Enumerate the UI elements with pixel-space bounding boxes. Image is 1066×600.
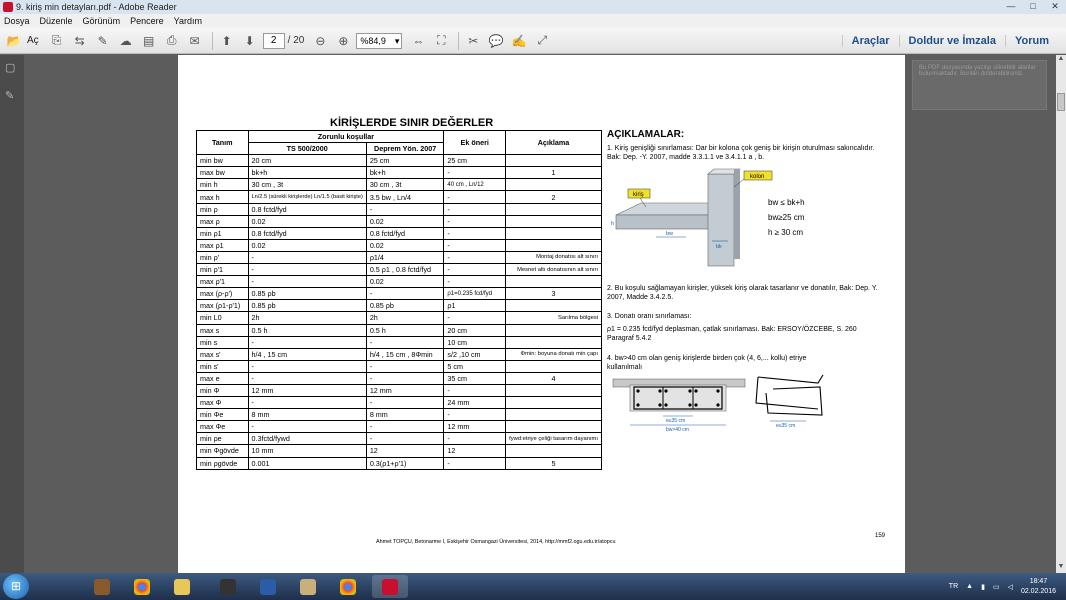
cut-icon[interactable]: ✂ bbox=[468, 33, 479, 48]
table-cell: min ρ1 bbox=[197, 227, 249, 239]
table-row bbox=[197, 445, 602, 457]
table-cell: - bbox=[366, 360, 444, 372]
table-cell: 0.3fctd/fywd bbox=[248, 433, 366, 445]
table-cell bbox=[506, 239, 602, 251]
edit-icon[interactable]: ✎ bbox=[97, 33, 108, 48]
table-cell: max (ρ1-ρ'1) bbox=[197, 300, 249, 312]
menu-gorunum[interactable]: Görünüm bbox=[82, 16, 121, 26]
table-cell: 0.85 ρb bbox=[248, 288, 366, 300]
table-cell: 40 cm , Ln/12 bbox=[444, 179, 506, 191]
table-cell: 35 cm bbox=[444, 372, 506, 384]
table-cell: 2h bbox=[366, 312, 444, 324]
table-cell: - bbox=[248, 264, 366, 276]
attachments-icon[interactable]: ✎ bbox=[5, 90, 15, 102]
table-cell: 0.001 bbox=[248, 457, 366, 469]
zoom-in-icon[interactable]: ⊕ bbox=[338, 33, 349, 48]
pdf-page bbox=[178, 55, 905, 573]
table-cell: 0.02 bbox=[366, 215, 444, 227]
next-page-icon[interactable]: ⬇ bbox=[244, 33, 255, 48]
table-cell bbox=[506, 409, 602, 421]
table-cell: min s bbox=[197, 336, 249, 348]
table-cell: max s bbox=[197, 324, 249, 336]
table-cell bbox=[506, 421, 602, 433]
page-number-input[interactable]: 2 bbox=[263, 33, 285, 49]
fig2-e-label: e≤35 cm bbox=[666, 418, 686, 424]
explorer-icon[interactable] bbox=[164, 575, 200, 598]
table-cell: 8 mm bbox=[366, 409, 444, 421]
table-cell: 0.8 fctd/fyd bbox=[248, 227, 366, 239]
fill-sign-link[interactable]: Doldur ve İmzala bbox=[899, 35, 1005, 47]
media-app-icon[interactable] bbox=[210, 575, 246, 598]
aciklamalar-title: AÇIKLAMALAR: bbox=[607, 129, 685, 140]
window-titlebar bbox=[0, 0, 1066, 14]
expand-icon[interactable]: ⤢ bbox=[537, 33, 548, 47]
fig1-kiris-label: kiriş bbox=[633, 192, 644, 198]
table-cell: - bbox=[444, 276, 506, 288]
open-folder-icon[interactable]: 📂 bbox=[6, 33, 22, 48]
fig2-bw-label: bw>40 cm bbox=[666, 427, 689, 433]
table-row bbox=[197, 239, 602, 251]
table-cell: min Φe bbox=[197, 409, 249, 421]
menu-duzenle[interactable]: Düzenle bbox=[39, 16, 73, 26]
fig2-e2-label: e≤35 cm bbox=[776, 423, 796, 429]
table-cell: min s' bbox=[197, 360, 249, 372]
table-row bbox=[197, 360, 602, 372]
fig1-kolon-label: kolon bbox=[750, 174, 765, 180]
table-cell: 5 cm bbox=[444, 360, 506, 372]
toolbar bbox=[0, 28, 1066, 54]
table-cell: - bbox=[248, 360, 366, 372]
vertical-scrollbar[interactable] bbox=[1056, 55, 1066, 573]
cloud-upload-icon[interactable]: ☁ bbox=[119, 33, 132, 48]
table-cell bbox=[506, 155, 602, 167]
table-cell: - bbox=[444, 239, 506, 251]
table-row bbox=[197, 433, 602, 445]
stirrup-figure bbox=[608, 373, 858, 435]
table-row bbox=[197, 348, 602, 360]
table-cell: - bbox=[444, 384, 506, 396]
table-cell: max Φ bbox=[197, 397, 249, 409]
menu-yardim[interactable]: Yardım bbox=[173, 16, 202, 26]
chrome-icon-2[interactable] bbox=[330, 575, 366, 598]
table-cell: max (ρ-ρ') bbox=[197, 288, 249, 300]
table-cell: - bbox=[366, 372, 444, 384]
table-cell: max Φe bbox=[197, 421, 249, 433]
beam-column-figure bbox=[611, 169, 846, 267]
table-row bbox=[197, 203, 602, 215]
note-4: 4. bw>40 cm olan geniş kirişlerde birden çok (4, 6,... kollu) etriye kullanılmalı bbox=[607, 355, 807, 371]
fig1-eq3: h ≥ 30 cm bbox=[768, 228, 804, 237]
table-cell: Ln/2.5 (sürekli kirişlerde) Ln/1.5 (basit kirişte) bbox=[248, 191, 366, 203]
scroll-up-icon[interactable]: ▲ bbox=[1057, 55, 1065, 62]
table-cell: Mesnet altı donatısının alt sınırı bbox=[506, 264, 602, 276]
table-cell: min ρgövde bbox=[197, 457, 249, 469]
table-cell: 3 bbox=[506, 288, 602, 300]
pages-icon[interactable]: ▢ bbox=[5, 62, 16, 74]
table-row bbox=[197, 312, 602, 324]
email-icon[interactable]: ✉ bbox=[189, 33, 200, 48]
table-cell: max bw bbox=[197, 167, 249, 179]
fig1-h-label: h bbox=[611, 221, 615, 227]
system-tray bbox=[949, 573, 1066, 600]
table-cell: 12 bbox=[366, 445, 444, 457]
scroll-thumb[interactable] bbox=[1057, 93, 1065, 111]
limits-table bbox=[196, 130, 602, 470]
table-row bbox=[197, 300, 602, 312]
table-row bbox=[197, 215, 602, 227]
books-app-icon[interactable] bbox=[290, 575, 326, 598]
table-cell bbox=[506, 324, 602, 336]
table-cell: s/2 ,10 cm bbox=[444, 348, 506, 360]
table-cell: - bbox=[248, 276, 366, 288]
table-cell bbox=[506, 445, 602, 457]
note-1: 1. Kiriş genişliği sınırlaması: Dar bir kolona çok geniş bir kirişin oturulması sakıncalıdır. Bak: Dep. -Y. 2007, madde 3.3.1.1 ve 3.4.1.1 a , b. bbox=[607, 145, 875, 161]
table-cell: 12 mm bbox=[248, 384, 366, 396]
table-cell: - bbox=[248, 421, 366, 433]
table-cell: - bbox=[248, 372, 366, 384]
table-row bbox=[197, 264, 602, 276]
table-cell: 0.5 h bbox=[248, 324, 366, 336]
table-cell bbox=[506, 227, 602, 239]
table-cell: min L0 bbox=[197, 312, 249, 324]
highlight-icon[interactable]: ✍ bbox=[511, 33, 527, 48]
table-cell: - bbox=[366, 203, 444, 215]
minimize-button[interactable]: — bbox=[1006, 1, 1016, 11]
table-cell: fywd:etriye çeliği tasarım dayanımı bbox=[506, 433, 602, 445]
table-cell: max ρ'1 bbox=[197, 276, 249, 288]
header-zorunlu: Zorunlu koşullar bbox=[248, 131, 444, 143]
table-cell bbox=[506, 300, 602, 312]
table-row bbox=[197, 397, 602, 409]
fit-width-icon[interactable]: ⇔ bbox=[412, 33, 425, 48]
note-3-title: 3. Donatı oranı sınırlaması: bbox=[607, 313, 692, 320]
table-cell: - bbox=[366, 288, 444, 300]
print-icon[interactable]: ⎙ bbox=[166, 33, 177, 47]
tools-link[interactable]: Araçlar bbox=[842, 35, 899, 47]
table-row bbox=[197, 191, 602, 203]
table-cell: - bbox=[444, 191, 506, 203]
adobe-reader-taskbar-icon[interactable] bbox=[372, 575, 408, 598]
previous-page-icon[interactable]: ⬆ bbox=[221, 33, 232, 48]
zoom-out-icon[interactable]: ⊖ bbox=[315, 33, 326, 48]
table-row bbox=[197, 251, 602, 263]
table-cell: - bbox=[444, 409, 506, 421]
table-cell: min ρ'1 bbox=[197, 264, 249, 276]
table-cell bbox=[506, 276, 602, 288]
header-deprem: Deprem Yön. 2007 bbox=[366, 143, 444, 155]
table-cell: - bbox=[444, 215, 506, 227]
window-title: 9. kiriş min detayları.pdf - Adobe Reader bbox=[16, 2, 177, 12]
table-cell: - bbox=[366, 336, 444, 348]
toolbar-divider bbox=[212, 32, 213, 50]
convert-icon[interactable]: ⇆ bbox=[74, 33, 85, 48]
table-row bbox=[197, 336, 602, 348]
table-cell: min bw bbox=[197, 155, 249, 167]
create-pdf-icon[interactable]: ⎘ bbox=[51, 33, 62, 47]
table-cell bbox=[506, 360, 602, 372]
table-cell: 10 cm bbox=[444, 336, 506, 348]
table-cell: - bbox=[444, 227, 506, 239]
table-cell: 20 cm bbox=[248, 155, 366, 167]
page-number: 159 bbox=[875, 533, 886, 539]
header-tanim: Tanım bbox=[197, 131, 249, 155]
table-cell: h/4 , 15 cm , 8Φmin bbox=[366, 348, 444, 360]
table-cell: ρ1/4 bbox=[366, 251, 444, 263]
table-cell: - bbox=[444, 457, 506, 469]
table-cell: 4 bbox=[506, 372, 602, 384]
table-row bbox=[197, 324, 602, 336]
table-cell bbox=[506, 384, 602, 396]
table-cell: 25 cm bbox=[366, 155, 444, 167]
table-cell: 0.3(ρ1+ρ'1) bbox=[366, 457, 444, 469]
table-cell: 0.8 fctd/fyd bbox=[248, 203, 366, 215]
close-button[interactable]: ✕ bbox=[1051, 1, 1059, 11]
tray-arrow-icon[interactable]: ▲ bbox=[966, 583, 974, 590]
fill-form-tooltip: Bu PDF dosyasında yazılıp silinebilir alanlar bulunmaktadır. Bunları doldurabilirsiniz. bbox=[912, 60, 1047, 110]
maximize-button[interactable]: □ bbox=[1030, 1, 1036, 11]
table-row bbox=[197, 372, 602, 384]
table-cell: 25 cm bbox=[444, 155, 506, 167]
table-cell: 30 cm , 3t bbox=[248, 179, 366, 191]
table-cell: - bbox=[444, 264, 506, 276]
fig1-eq1: bw ≤ bk+h bbox=[768, 198, 805, 207]
table-cell: - bbox=[366, 397, 444, 409]
table-cell: - bbox=[444, 312, 506, 324]
chrome-icon[interactable] bbox=[124, 575, 160, 598]
table-cell: 2 bbox=[506, 191, 602, 203]
table-row bbox=[197, 288, 602, 300]
table-cell: bk+h bbox=[248, 167, 366, 179]
clock-date: 02.02.2016 bbox=[1020, 587, 1056, 595]
table-cell: min Φgövde bbox=[197, 445, 249, 457]
table-cell: min ρe bbox=[197, 433, 249, 445]
table-row bbox=[197, 457, 602, 469]
volume-icon[interactable]: ◁ bbox=[1007, 583, 1013, 591]
table-cell: min ρ' bbox=[197, 251, 249, 263]
table-cell: - bbox=[444, 167, 506, 179]
start-button[interactable]: ⊞ bbox=[3, 574, 29, 599]
table-cell bbox=[506, 203, 602, 215]
table-cell: - bbox=[366, 433, 444, 445]
table-cell: min Φ bbox=[197, 384, 249, 396]
table-cell: min h bbox=[197, 179, 249, 191]
battery-icon[interactable]: ▭ bbox=[992, 583, 1000, 591]
open-button[interactable]: Aç bbox=[27, 35, 39, 46]
table-cell: Φmin: boyuna donatı min çapı bbox=[506, 348, 602, 360]
table-row bbox=[197, 167, 602, 179]
table-cell: max ρ1 bbox=[197, 239, 249, 251]
table-cell: - bbox=[248, 251, 366, 263]
table-cell: 0.02 bbox=[248, 239, 366, 251]
note-3-body: ρ1 = 0.235 fcd/fyd deplasman, çatlak sınırlaması. Bak: ERSOY/ÖZCEBE, S. 260 Paragraf 5.4.2 bbox=[607, 326, 857, 342]
table-row bbox=[197, 276, 602, 288]
table-cell: 12 mm bbox=[366, 384, 444, 396]
table-cell bbox=[506, 336, 602, 348]
zoom-select[interactable]: %84,9 ▾ bbox=[356, 33, 402, 49]
clock[interactable] bbox=[1021, 577, 1056, 597]
table-cell: - bbox=[366, 421, 444, 433]
table-cell: Sarılma bölgesi bbox=[506, 312, 602, 324]
taskbar bbox=[0, 573, 1066, 600]
table-cell: 12 bbox=[444, 445, 506, 457]
page-total: / 20 bbox=[287, 35, 305, 46]
table-cell: 24 mm bbox=[444, 397, 506, 409]
scroll-down-icon[interactable]: ▼ bbox=[1057, 563, 1065, 570]
comment-link[interactable]: Yorum bbox=[1005, 35, 1058, 47]
table-cell: 10 mm bbox=[248, 445, 366, 457]
page-footer: Ahmet TOPÇU, Betonarme I, Eskişehir Osmangazi Üniversitesi, 2014, http://mmf2.ogu.edu.tr/atopcu bbox=[376, 539, 616, 545]
table-cell: 5 bbox=[506, 457, 602, 469]
fig1-bk-label: bk bbox=[716, 244, 722, 250]
save-icon[interactable]: ▤ bbox=[143, 33, 155, 48]
table-cell: 1 bbox=[506, 167, 602, 179]
table-cell: 0.02 bbox=[366, 276, 444, 288]
table-cell: 2h bbox=[248, 312, 366, 324]
table-cell: 30 cm , 3t bbox=[366, 179, 444, 191]
table-cell: 0.02 bbox=[366, 239, 444, 251]
table-cell: 12 mm bbox=[444, 421, 506, 433]
table-row bbox=[197, 155, 602, 167]
table-cell: 20 cm bbox=[444, 324, 506, 336]
table-cell: max ρ bbox=[197, 215, 249, 227]
table-cell: max s' bbox=[197, 348, 249, 360]
clock-time: 18:47 bbox=[1029, 577, 1048, 585]
sta-app-icon[interactable] bbox=[250, 575, 286, 598]
table-cell: 8 mm bbox=[248, 409, 366, 421]
table-cell: - bbox=[444, 251, 506, 263]
table-cell bbox=[506, 397, 602, 409]
header-ek: Ek öneri bbox=[444, 131, 506, 155]
language-indicator[interactable]: TR bbox=[948, 583, 959, 590]
menu-pencere[interactable]: Pencere bbox=[130, 16, 164, 26]
table-cell: - bbox=[444, 203, 506, 215]
table-row bbox=[197, 227, 602, 239]
toolbar-divider bbox=[458, 32, 459, 50]
table-cell: max e bbox=[197, 372, 249, 384]
header-ts: TS 500/2000 bbox=[248, 143, 366, 155]
table-cell: 0.5 h bbox=[366, 324, 444, 336]
table-cell: Montaj donatısı alt sınırı bbox=[506, 251, 602, 263]
table-cell: 0.85 ρb bbox=[248, 300, 366, 312]
table-cell: max h bbox=[197, 191, 249, 203]
comment-icon[interactable]: 💬 bbox=[488, 33, 504, 48]
table-cell: 0.85 ρb bbox=[366, 300, 444, 312]
table-row bbox=[197, 384, 602, 396]
fit-page-icon[interactable]: ⛶ bbox=[437, 33, 446, 47]
table-cell: 3.5 bw , Ln/4 bbox=[366, 191, 444, 203]
table-cell: 0.8 fctd/fyd bbox=[366, 227, 444, 239]
table-cell: - bbox=[248, 397, 366, 409]
note-2: 2. Bu koşulu sağlamayan kirişler, yüksek kiriş olarak tasarlanır ve donatılır, Bak: Dep. Y. 2007, Madde 3.4.2.5. bbox=[607, 285, 878, 301]
table-cell: - bbox=[248, 336, 366, 348]
navigation-panel bbox=[0, 55, 24, 573]
network-icon[interactable]: ▮ bbox=[981, 583, 985, 591]
table-cell: bk+h bbox=[366, 167, 444, 179]
adobe-reader-icon bbox=[3, 2, 13, 12]
header-aciklama: Açıklama bbox=[506, 131, 602, 155]
table-row bbox=[197, 179, 602, 191]
table-cell: 0.5 ρ1 , 0.8 fctd/fyd bbox=[366, 264, 444, 276]
table-cell: ρ1=0.235 fcd/fyd bbox=[444, 288, 506, 300]
table-cell: min ρ bbox=[197, 203, 249, 215]
table-cell: - bbox=[444, 433, 506, 445]
table-cell: ρ1 bbox=[444, 300, 506, 312]
menu-bar bbox=[0, 14, 1066, 28]
table-cell: h/4 , 15 cm bbox=[248, 348, 366, 360]
table-cell: 0.02 bbox=[248, 215, 366, 227]
table-cell bbox=[506, 215, 602, 227]
table-cell bbox=[506, 179, 602, 191]
document-title: KİRİŞLERDE SINIR DEĞERLER bbox=[330, 117, 494, 129]
fig1-bw-label: bw bbox=[666, 231, 674, 237]
taskbar-app-icon[interactable] bbox=[84, 575, 120, 598]
table-row bbox=[197, 421, 602, 433]
table-row bbox=[197, 409, 602, 421]
fig1-eq2: bw≥25 cm bbox=[768, 213, 805, 222]
menu-dosya[interactable]: Dosya bbox=[4, 16, 30, 26]
